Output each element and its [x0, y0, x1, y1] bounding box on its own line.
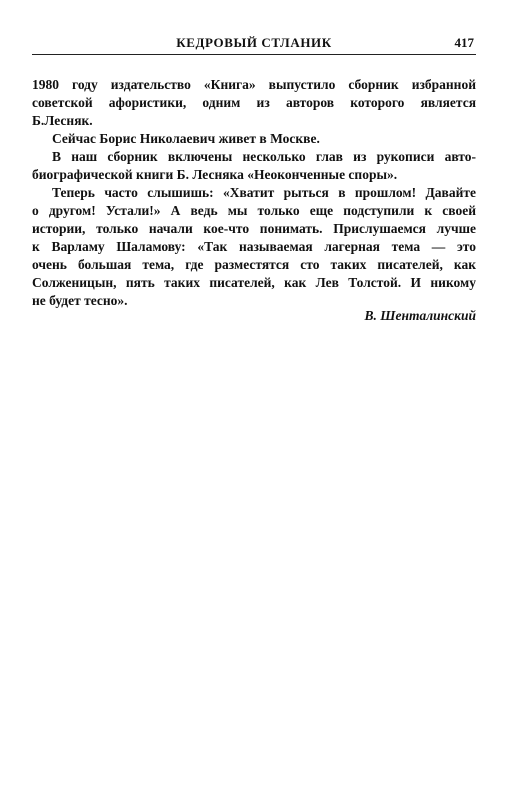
text-line: 1980 году издательство «Книга» выпустило сборник избранной [32, 77, 476, 92]
page-number: 417 [454, 35, 474, 50]
text-line: не будет тесно». [32, 293, 128, 308]
text-line: Солженицын, пять таких писателей, как Лев Толстой. И никому [32, 275, 476, 290]
text-line: очень большая тема, где разместятся сто таких писателей, как [32, 257, 476, 272]
text-line: биографической книги Б. Лесняка «Неоконченные споры». [32, 167, 398, 182]
running-header [32, 36, 476, 55]
text-line: о другом! Устали!» А ведь мы только еще подступили к своей [32, 203, 476, 218]
body-text [32, 76, 476, 310]
text-line: к Варламу Шаламову: «Так называемая лагерная тема — это [32, 239, 476, 254]
text-line: Б.Лесняк. [32, 113, 93, 128]
running-title: КЕДРОВЫЙ СТЛАНИК [176, 35, 332, 50]
text-line: истории, только начали кое-что понимать. Прислушаемся лучше [32, 221, 476, 236]
text-line: Сейчас Борис Николаевич живет в Москве. [52, 131, 320, 146]
author-signature: В. Шенталинский [364, 308, 476, 323]
text-line: Теперь часто слышишь: «Хватит рыться в прошлом! Давайте [52, 185, 476, 200]
text-line: В наш сборник включены несколько глав из рукописи авто- [52, 149, 476, 164]
text-line: советской афористики, одним из авторов которого является [32, 95, 476, 110]
